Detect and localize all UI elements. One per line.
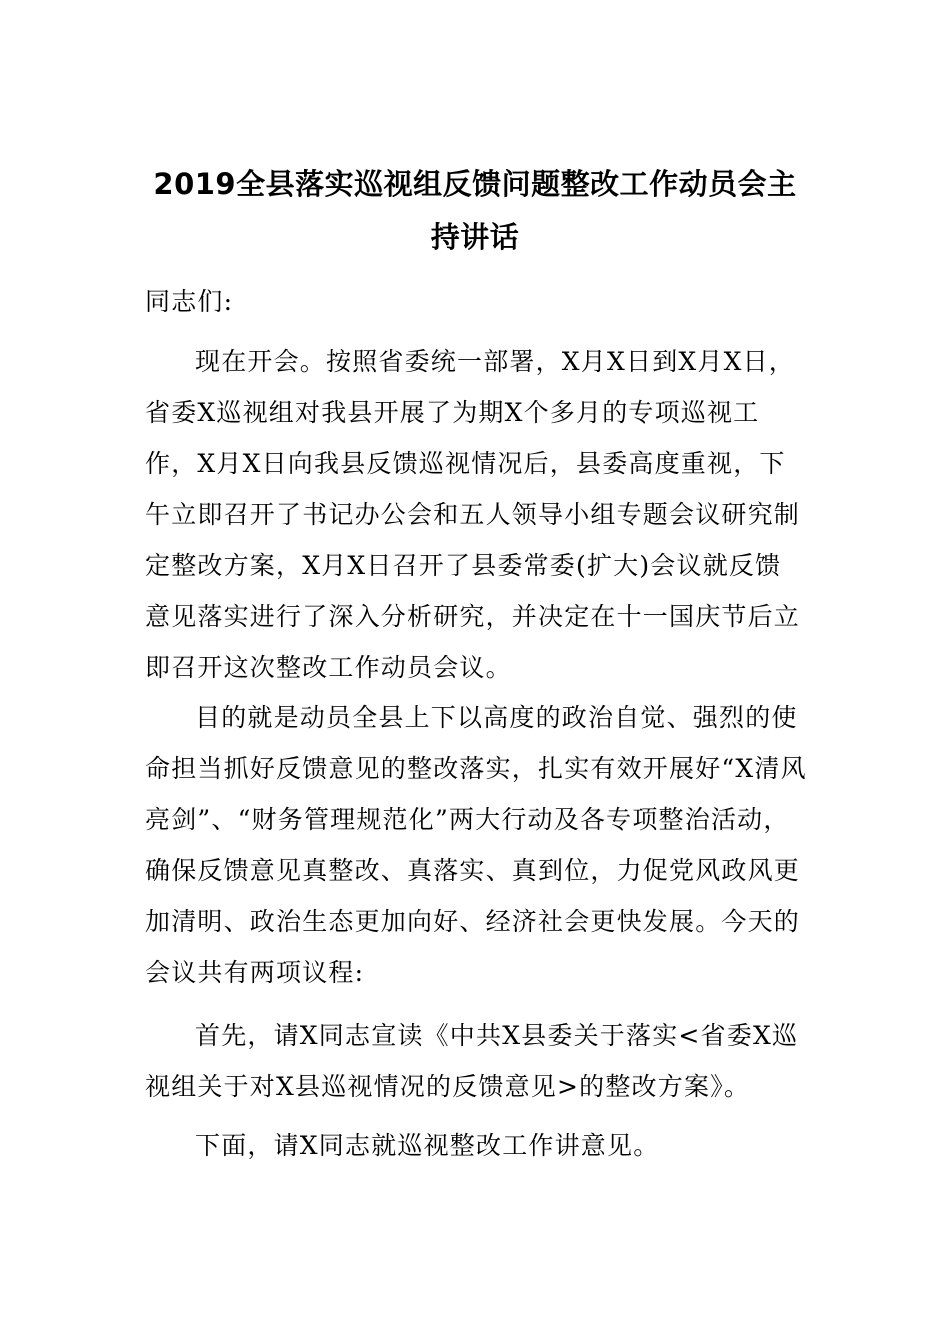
document-title: 2019全县落实巡视组反馈问题整改工作动员会主持讲话 <box>153 167 797 254</box>
paragraph-1: 现在开会。按照省委统一部署，X月X日到X月X日，省委X巡视组对我县开展了为期X个多月的专项巡视工作，X月X日向我县反馈巡视情况后，县委高度重视，下午立即召开了书记办公会和五人领导小组专题会议研究制定整改方案，X月X日召开了县委常委(扩大)会议就反馈意见落实进行了深入分析研究，并决定在十一国庆节后立即召开这次整改工作动员会议。 <box>145 347 801 682</box>
paragraph-3: 首先，请X同志宣读《中共X县委关于落实<省委X巡视组关于对X县巡视情况的反馈意见>的整改方案》。 <box>145 1021 799 1101</box>
paragraph-4: 下面，请X同志就巡视整改工作讲意见。 <box>195 1131 660 1160</box>
salutation: 同志们: <box>145 287 234 316</box>
paragraph-2: 目的就是动员全县上下以高度的政治自觉、强烈的使命担当抓好反馈意见的整改落实，扎实有效开展好“X清风亮剑”、“财务管理规范化”两大行动及各专项整治活动，确保反馈意见真整改、真落实、真到位，力促党风政风更加清明、政治生态更加向好、经济社会更快发展。今天的会议共有两项议程: <box>145 703 807 987</box>
